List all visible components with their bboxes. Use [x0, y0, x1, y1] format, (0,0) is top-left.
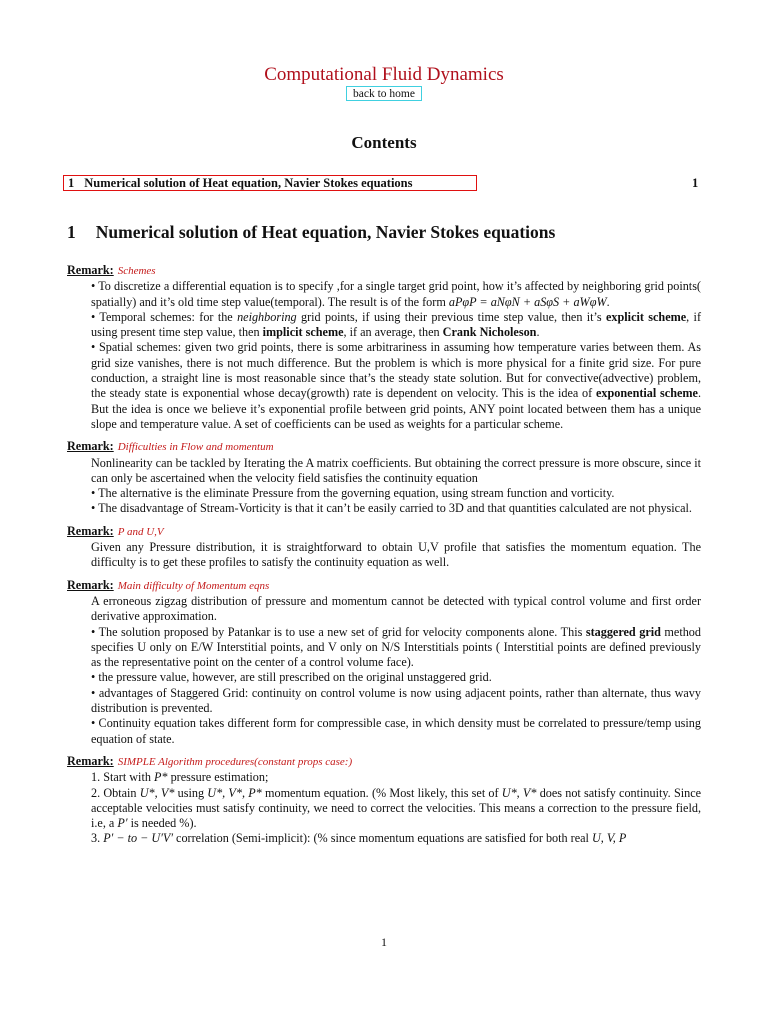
bold-term: staggered grid — [585, 624, 661, 639]
remark-label: Remark: — [67, 753, 114, 768]
equation: P′ — [117, 816, 128, 831]
remark-title: Difficulties in Flow and momentum — [117, 441, 274, 454]
paragraph: Nonlinearity can be tackled by Iterating the A matrix coefficients. But obtaining the correct pressure is more obscure, since it can only be ascertained when the velocity field satisfies the continuity equation — [91, 455, 701, 485]
remark-schemes — [67, 263, 701, 432]
remark-p-and-uv — [67, 524, 701, 571]
remark-title: Schemes — [117, 265, 156, 277]
remark-body — [91, 456, 701, 517]
paragraph: • The disadvantage of Stream-Vorticity is that it can’t be easily carried to 3D and that quantities calculated are not physical. — [91, 501, 692, 516]
text: 2. Obtain — [91, 785, 140, 800]
page-title: Computational Fluid Dynamics — [264, 64, 504, 85]
paragraph — [91, 625, 701, 671]
paragraph — [91, 786, 701, 832]
equation: P′ − to − U′V′ — [103, 831, 173, 846]
text: method specifies U only on E/W Interstitial points, and V only on N/S Interstitials points ( Interstitial points are defined previously as the representative point on the center of a control volume face). — [91, 624, 701, 670]
paragraph — [91, 340, 701, 432]
paragraph: • advantages of Staggered Grid: continuity on control volume is now using adjacent points, rather than alternate, thus wavy distribution is prevented. — [91, 685, 701, 716]
equation: P* — [153, 770, 168, 785]
text: 1. Start with — [91, 770, 154, 785]
text: , if using present time step value, then — [91, 309, 702, 340]
text: • Spatial schemes: given two grid points, there is some arbitrariness in assuming how temperature varies between them. As grid size vanishes, there is not much difference. But the problem is which is more physical for a finite grid size. For pure conduction, a straight line is most reasonable since that’s the steady state solution. But for convective(advective) problem, the steady state is exponential whose decay(growth) rate is dependent on velocity. This is the idea of — [91, 340, 701, 401]
text: , if an average, then — [343, 325, 443, 340]
paragraph: Given any Pressure distribution, it is straightforward to obtain U,V profile that satisfies the momentum equation. The difficulty is to get these profiles to satisfy the continuity equation as well. — [91, 540, 701, 570]
paragraph — [91, 279, 701, 310]
remark-label: Remark: — [67, 577, 114, 592]
remark-body — [91, 594, 701, 747]
paragraph: A erroneous zigzag distribution of pressure and momentum cannot be detected with typical control volume and first order derivative approximation. — [91, 593, 701, 624]
text: grid points, if using their previous time step value, then it’s — [296, 309, 607, 324]
text: does not satisfy continuity. Since acceptable velocities must satisfy continuity, we need to correct the velocities. This means a correction to the pressure field, i.e, a — [91, 785, 702, 831]
section-heading — [67, 222, 555, 243]
equation: U, V, P — [592, 831, 627, 846]
equation: U*, V*, P* — [207, 785, 262, 800]
bold-term: explicit scheme — [606, 309, 687, 324]
paragraph — [91, 310, 701, 341]
toc-entry-link[interactable] — [63, 175, 477, 191]
text: • To discretize a differential equation is to specify ,for a single target grid point, how it’s affected by neighboring grid points( spatially) and it’s old time step value(temporal). The result is of the form — [91, 279, 701, 309]
contents-heading: Contents — [351, 133, 417, 152]
back-to-home-link[interactable]: back to home — [346, 86, 422, 101]
equation: U*, V* — [501, 785, 537, 800]
page-number: 1 — [381, 935, 387, 949]
remark-label: Remark: — [67, 439, 114, 454]
text: • The solution proposed by Patankar is to use a new set of grid for velocity components alone. This — [91, 624, 586, 639]
remark-simple-algorithm — [67, 754, 701, 847]
equation: U*, V* — [139, 785, 175, 800]
text: is needed %). — [127, 816, 197, 831]
equation: aPφP = aNφN + aSφS + aWφW — [448, 294, 607, 309]
remark-body — [91, 540, 701, 571]
toc-entry-number: 1 — [68, 176, 75, 190]
section-number: 1 — [67, 222, 76, 242]
remarks-list — [67, 263, 701, 854]
text: correlation (Semi-implicit): (% since momentum equations are satisfied for both real — [173, 831, 592, 846]
remark-body — [91, 279, 701, 432]
paragraph: • Continuity equation takes different form for compressible case, in which density must be correlated to pressure/temp using equation of state. — [91, 716, 701, 746]
paragraph: • The alternative is the eliminate Pressure from the governing equation, using stream function and vorticity. — [91, 486, 615, 501]
toc-entry-page: 1 — [692, 176, 699, 190]
text: using — [174, 785, 208, 800]
paragraph — [91, 770, 701, 785]
bold-term: exponential scheme — [596, 386, 698, 401]
remark-flow-difficulties — [67, 439, 701, 516]
bold-term: implicit scheme — [262, 325, 344, 340]
text: . — [606, 294, 610, 309]
text: momentum equation. (% Most likely, this set of — [261, 785, 502, 800]
remark-label: Remark: — [67, 263, 114, 277]
text: • Temporal schemes: for the — [91, 309, 238, 324]
paragraph — [91, 831, 701, 846]
toc-entry-label: Numerical solution of Heat equation, Navier Stokes equations — [84, 176, 413, 190]
emphasis: neighboring — [237, 309, 297, 324]
section-title: Numerical solution of Heat equation, Navier Stokes equations — [95, 222, 556, 242]
remark-title: P and U,V — [117, 525, 164, 538]
text: 3. — [91, 831, 104, 846]
remark-title: SIMPLE Algorithm procedures(constant props case:) — [117, 755, 353, 768]
remark-title: Main difficulty of Momentum eqns — [117, 579, 270, 592]
paragraph: • the pressure value, however, are still prescribed on the original unstaggered grid. — [91, 670, 492, 685]
remark-body — [91, 770, 701, 846]
text: . — [536, 325, 540, 340]
bold-term: Crank Nicholeson — [442, 325, 537, 340]
remark-label: Remark: — [67, 523, 114, 538]
remark-momentum-difficulty — [67, 578, 701, 747]
text: pressure estimation; — [167, 770, 269, 785]
text: . But the idea is once we believe it’s exponential profile between grid points, ANY point located between them has a unique slope and temperature value. A set of coefficients can be used as weights for a particular scheme. — [91, 386, 701, 431]
